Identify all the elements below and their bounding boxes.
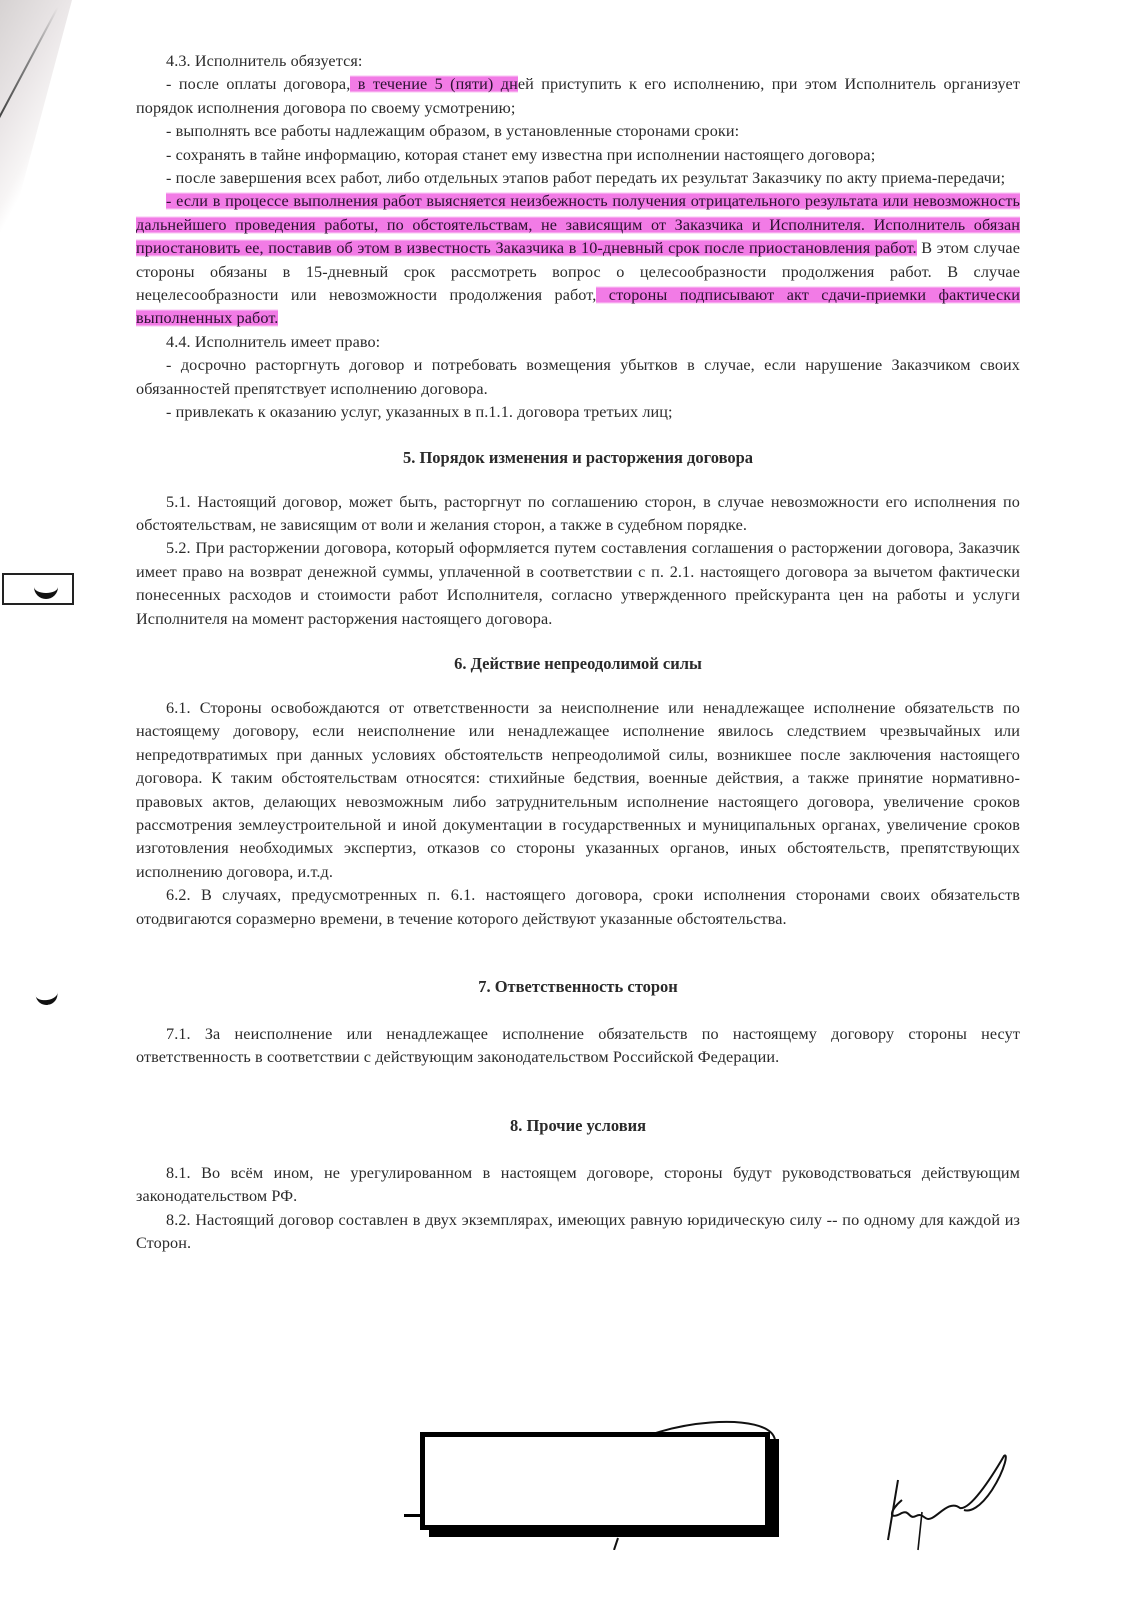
highlighted-text: - если в процессе выполнения работ выясняется неизбежность получения отрицательного результата или невозможность дальнейшего проведения работы, по обстоятельствам, не зависящим от Заказчика и Исполнителя. Исполнитель обязан приостановить ее, поставив об этом в известность Заказчика в 10-дневный срок после приостановления работ.: [136, 192, 1020, 258]
text-fragment: ей приступить к его исполнению, при этом Исполнитель организует порядок исполнения договора по своему усмотрению;: [136, 75, 1021, 117]
clause-5-1: 5.1. Настоящий договор, может быть, расторгнут по соглашению сторон, в случае невозможности его исполнения по обстоятельствам, не зависящим от воли и желания сторон, а также в судебном порядке.: [136, 492, 1020, 534]
clause-8-2: 8.2. Настоящий договор составлен в двух экземплярах, имеющих равную юридическую силу -- по одному для каждой из Сторон.: [136, 1210, 1020, 1253]
section-7-heading: 7. Ответственность сторон: [478, 977, 678, 996]
section-8-heading: 8. Прочие условия: [509, 1115, 647, 1135]
highlighted-text: стороны подписывают акт сдачи-приемки фактически выполненных работ.: [136, 286, 1020, 328]
clause-6-1: 6.1. Стороны освобождаются от ответственности за неисполнение или ненадлежащее исполнение обязательств по настоящему договору, если неисполнение или ненадлежащее исполнение явилось следствием чрезвычайных или непредотвратимых при данных условиях обстоятельств непреодолимой силы, возникшее после заключения настоящего договора. К таким обстоятельствам относятся: стихийные бедствия, военные действия, а также принятие нормативно-правовых актов, делающих невозможным либо затруднительным исполнение настоящего договора, увеличение сроков рассмотрения землеустроительной и иной документации в государственных и муниципальных органах, увеличение сроков изготовления необходимых экспертиз, отказов со стороны указанных органов, иных обстоятельств, препятствующих исполнению договора, и.т.д.: [136, 698, 1020, 881]
clause-7-1: 7.1. За неисполнение или ненадлежащее исполнение обязательств по настоящему договору стороны несут ответственность в соответствии с действующим законодательством Российской Федерации.: [136, 1025, 1020, 1067]
redaction-tick: [404, 1514, 420, 1517]
clause-4-3-item-3: - сохранять в тайне информацию, которая станет ему известна при исполнении настоящего договора;: [166, 145, 876, 164]
clause-4-3-item-1: [136, 73, 1020, 120]
clause-4-4-item-2: - привлекать к оказанию услуг, указанных в п.1.1. договора третьих лиц;: [166, 403, 673, 422]
scan-artifact-crescent-icon: [35, 989, 59, 1007]
redaction-box-icon: [420, 1432, 770, 1530]
section-6-heading: 6. Действие непреодолимой силы: [454, 653, 702, 673]
highlighted-text: в течение 5 (пяти) дн: [350, 75, 518, 94]
clause-6-2: 6.2. В случаях, предусмотренных п. 6.1. настоящего договора, сроки исполнения сторонами своих обязательств отодвигаются соразмерно времени, в течение которого действуют указанные обстоятельства.: [136, 886, 1020, 928]
scan-artifact-box: [2, 573, 74, 605]
clause-4-3-title: 4.3. Исполнитель обязуется:: [166, 52, 363, 70]
clause-8-1: 8.1. Во всём ином, не урегулированном в настоящем договоре, стороны будут руководствоваться действующим законодательством РФ.: [136, 1163, 1020, 1206]
text-fragment: - после оплаты договора,: [166, 75, 351, 94]
scan-page-edge-shadow: [0, 0, 80, 300]
clause-4-3-item-4: - после завершения всех работ, либо отдельных этапов работ передать их результат Заказчику по акту приема-передачи;: [166, 169, 1006, 188]
clause-5-2: 5.2. При расторжении договора, который оформляется путем составления соглашения о расторжении договора, Заказчик имеет право на возврат денежной суммы, уплаченной в соответствии с п. 2.1. настоящего договора за вычетом фактически понесенных расходов и стоимости работ Исполнителя, согласно утвержденного прейскуранта цен на работы и услуги Исполнителя на момент расторжения настоящего договора.: [136, 539, 1020, 628]
scan-artifact-crescent-icon: [34, 579, 58, 599]
handwritten-signature-icon: [880, 1450, 1020, 1560]
clause-4-3-item-2: - выполнять все работы надлежащим образом, в установленные сторонами сроки:: [166, 122, 740, 141]
document-page: [136, 50, 1020, 1255]
clause-4-3-item-5: [136, 190, 1020, 330]
section-5-heading: 5. Порядок изменения и расторжения договора: [402, 447, 754, 467]
clause-4-4-title: 4.4. Исполнитель имеет право:: [166, 332, 381, 351]
text-fragment: В этом случае стороны обязаны в 15-дневный срок рассмотреть вопрос о целесообразности продолжения работ. В случае нецелесообразности или невозможности продолжения работ,: [136, 239, 1020, 305]
clause-4-4-item-1: - досрочно расторгнуть договор и потребовать возмещения убытков в случае, если нарушение Заказчиком своих обязанностей препятствует исполнению договора.: [136, 356, 1020, 398]
